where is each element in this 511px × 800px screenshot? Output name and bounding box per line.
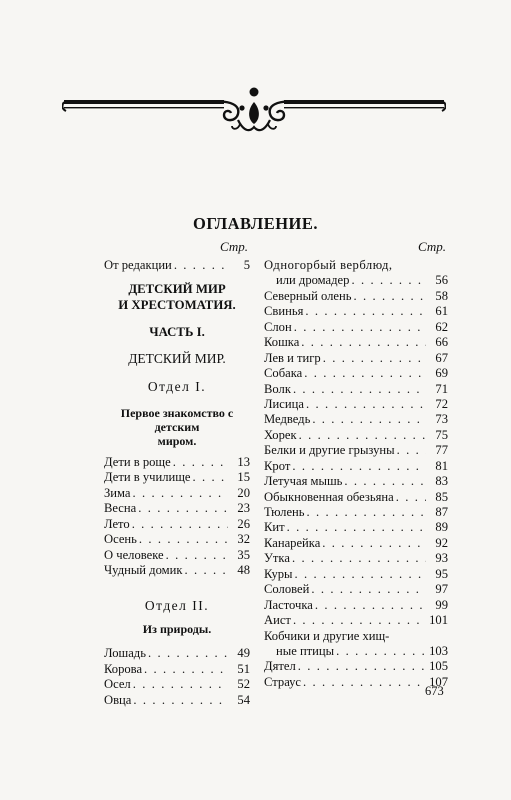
entry-leader-dots bbox=[306, 397, 426, 412]
entry-page: 62 bbox=[435, 319, 448, 334]
toc-entry bbox=[264, 428, 448, 443]
entry-page: 105 bbox=[429, 659, 448, 674]
toc-entry bbox=[264, 520, 448, 535]
entry-page: 61 bbox=[435, 304, 448, 319]
entry-page: 48 bbox=[237, 563, 250, 577]
entry-leader-dots bbox=[299, 428, 426, 443]
entry-title: Крот bbox=[264, 458, 291, 473]
entry-page: 101 bbox=[429, 613, 448, 628]
entry-page: 83 bbox=[435, 474, 448, 489]
decorative-ornament-icon bbox=[62, 80, 446, 140]
entry-page: 81 bbox=[435, 458, 448, 473]
entry-title: Собака bbox=[264, 366, 303, 381]
entry-leader-dots bbox=[292, 459, 426, 474]
entry-page: 23 bbox=[237, 501, 250, 516]
toc-entry bbox=[264, 412, 448, 427]
entry-leader-dots bbox=[293, 613, 426, 628]
entry-title: Лошадь bbox=[104, 646, 146, 661]
toc-entry bbox=[104, 563, 250, 578]
entry-page: 49 bbox=[237, 646, 250, 661]
entry-leader-dots bbox=[294, 320, 426, 335]
entry-title: Страус bbox=[264, 674, 302, 689]
entry-leader-dots bbox=[305, 304, 426, 319]
entry-leader-dots bbox=[292, 551, 426, 566]
entry-leader-dots bbox=[293, 382, 426, 397]
toc-entry-line: Кобчики и другие хищ- bbox=[264, 628, 390, 643]
entry-leader-dots bbox=[323, 351, 426, 366]
entry-leader-dots bbox=[144, 662, 228, 677]
entry-title: Слон bbox=[264, 319, 292, 334]
entry-leader-dots bbox=[312, 412, 426, 427]
entry-title: Лев и тигр bbox=[264, 350, 321, 365]
entry-title: Дети в роще bbox=[104, 454, 171, 469]
entry-page: 95 bbox=[435, 566, 448, 581]
toc-entry bbox=[264, 536, 448, 551]
page-title: ОГЛАВЛЕНИЕ. bbox=[192, 214, 319, 233]
toc-entry bbox=[104, 501, 250, 516]
toc-entry bbox=[104, 517, 250, 532]
dept2-entries bbox=[104, 646, 250, 708]
entry-page: 69 bbox=[435, 366, 448, 381]
toc-entry bbox=[264, 598, 448, 613]
entry-page: 75 bbox=[435, 427, 448, 442]
entry-title: Свинья bbox=[264, 304, 304, 319]
entry-leader-dots bbox=[133, 693, 228, 708]
toc-entry bbox=[104, 455, 250, 470]
toc-entry bbox=[104, 677, 250, 692]
dept1-entries bbox=[104, 455, 250, 579]
entry-title: Хорек bbox=[264, 427, 297, 442]
entry-page: 89 bbox=[435, 520, 448, 535]
entry-leader-dots bbox=[132, 517, 228, 532]
toc-entry: От редакции . . . 5 bbox=[104, 258, 250, 273]
entry-title: Канарейка bbox=[264, 535, 321, 550]
entry-title: Летучая мышь bbox=[264, 474, 343, 489]
entry-title: Ласточка bbox=[264, 597, 313, 612]
entry-page: 26 bbox=[237, 516, 250, 531]
entry-title: Медведь bbox=[264, 412, 311, 427]
entry-page: 77 bbox=[435, 443, 448, 458]
entry-leader-dots bbox=[295, 567, 426, 582]
entry-page: 67 bbox=[435, 350, 448, 365]
entry-leader-dots bbox=[133, 486, 228, 501]
page-label: Стр. bbox=[220, 239, 248, 254]
toc-entry bbox=[264, 351, 448, 366]
entry-title: Тюлень bbox=[264, 505, 305, 519]
entry-leader-dots bbox=[298, 659, 426, 674]
entry-title: Дятел bbox=[264, 659, 296, 674]
page-label-right: Стр. bbox=[418, 239, 446, 254]
entry-page: 52 bbox=[237, 677, 250, 692]
toc-entry bbox=[264, 659, 448, 674]
toc-left-column bbox=[104, 236, 250, 708]
right-entries-2 bbox=[264, 659, 448, 690]
dept1-title: Отдел I. bbox=[147, 378, 207, 394]
toc-entry bbox=[104, 486, 250, 501]
entry-page: 13 bbox=[237, 454, 250, 469]
entry-page: 66 bbox=[435, 335, 448, 350]
entry-page: 71 bbox=[435, 381, 448, 396]
entry-title: Зима bbox=[104, 485, 131, 500]
entry-page: 107 bbox=[429, 674, 448, 689]
dept2-subtitle: Из природы. bbox=[142, 622, 212, 637]
section-title: ДЕТСКИЙ МИР И ХРЕСТОМАТИЯ. bbox=[118, 282, 236, 312]
dept2-title: Отдел II. bbox=[144, 598, 210, 614]
entry-leader-dots bbox=[148, 646, 228, 661]
toc-entry bbox=[104, 693, 250, 708]
entry-page: 99 bbox=[435, 597, 448, 612]
entry-leader-dots bbox=[304, 366, 426, 381]
toc-entry bbox=[264, 443, 448, 458]
toc-right-column bbox=[264, 236, 448, 690]
entry-leader-dots bbox=[138, 501, 228, 516]
right-entries bbox=[264, 289, 448, 629]
page-number: 673 bbox=[425, 684, 444, 698]
entry-leader-dots bbox=[287, 520, 426, 535]
entry-title: Осень bbox=[104, 532, 137, 547]
entry-leader-dots bbox=[322, 536, 426, 551]
entry-title: Волк bbox=[264, 381, 291, 396]
entry-title: Дети в училище bbox=[104, 470, 191, 485]
entry-title: Овца bbox=[104, 692, 132, 707]
entry-title: Обыкновенная обезьяна bbox=[264, 489, 394, 504]
toc-entry bbox=[264, 304, 448, 319]
entry-leader-dots bbox=[173, 455, 228, 470]
dept1-subtitle: Первое знакомство с детским миром. bbox=[120, 405, 234, 448]
entry-leader-dots bbox=[303, 675, 426, 690]
toc-entry bbox=[104, 532, 250, 547]
entry-page: 51 bbox=[237, 661, 250, 676]
entry-page: 54 bbox=[237, 692, 250, 707]
toc-entry bbox=[264, 551, 448, 566]
entry-page: 15 bbox=[237, 470, 250, 485]
toc-entry bbox=[264, 397, 448, 412]
toc-entry bbox=[104, 646, 250, 661]
toc-entry bbox=[264, 474, 448, 489]
entry-title: Соловей bbox=[264, 582, 310, 597]
entry-leader-dots bbox=[315, 598, 426, 613]
toc-entry bbox=[264, 582, 448, 597]
entry-page: 72 bbox=[435, 396, 448, 411]
toc-entry bbox=[264, 613, 448, 628]
entry-page: 85 bbox=[435, 489, 448, 504]
entry-title: Лето bbox=[104, 516, 130, 531]
entry-leader-dots bbox=[397, 443, 426, 458]
entry-leader-dots bbox=[396, 490, 426, 505]
entry-page: 93 bbox=[435, 551, 448, 566]
entry-title: Осел bbox=[104, 677, 131, 692]
toc-entry bbox=[264, 335, 448, 350]
entry-page: 32 bbox=[237, 532, 250, 547]
entry-leader-dots bbox=[311, 582, 426, 597]
toc-entry bbox=[264, 505, 448, 520]
entry-page: 92 bbox=[435, 535, 448, 550]
toc-entry bbox=[104, 662, 250, 677]
entry-page: 35 bbox=[237, 547, 250, 562]
toc-entry bbox=[264, 320, 448, 335]
entry-title: Кошка bbox=[264, 335, 300, 350]
entry-title: Чудный домик bbox=[104, 563, 183, 577]
part-subtitle: ДЕТСКИЙ МИР. bbox=[128, 350, 226, 366]
entry-title: Лисица bbox=[264, 396, 304, 411]
toc-entry bbox=[264, 382, 448, 397]
entry-title: О человеке bbox=[104, 547, 164, 562]
entry-leader-dots bbox=[353, 289, 426, 304]
entry-title: Белки и другие грызуны bbox=[264, 443, 395, 458]
toc-entry-line: Одногорбый верблюд, bbox=[264, 258, 393, 272]
entry-leader-dots bbox=[193, 470, 228, 485]
toc-entry bbox=[264, 459, 448, 474]
entry-title: Куры bbox=[264, 566, 293, 581]
entry-title: Кит bbox=[264, 520, 285, 535]
entry-page: 73 bbox=[435, 412, 448, 427]
toc-entry bbox=[264, 675, 448, 690]
toc-entry bbox=[264, 490, 448, 505]
entry-page: 87 bbox=[435, 505, 448, 519]
toc-entry bbox=[264, 289, 448, 304]
entry-leader-dots bbox=[139, 532, 228, 547]
entry-page: 58 bbox=[435, 288, 448, 303]
entry-leader-dots bbox=[307, 505, 426, 520]
toc-entry bbox=[264, 567, 448, 582]
part-title: ЧАСТЬ I. bbox=[149, 325, 205, 340]
entry-title: Весна bbox=[104, 501, 137, 516]
toc-entry bbox=[104, 548, 250, 563]
entry-leader-dots bbox=[301, 335, 426, 350]
entry-page: 20 bbox=[237, 485, 250, 500]
entry-page: 97 bbox=[435, 582, 448, 597]
entry-leader-dots bbox=[344, 474, 426, 489]
toc-entry: ные птицы . . . 103 bbox=[264, 644, 448, 659]
entry-leader-dots bbox=[133, 677, 228, 692]
entry-title: Утка bbox=[264, 551, 290, 566]
toc-entry: или дромадер . . . 56 bbox=[264, 273, 448, 288]
toc-entry bbox=[264, 366, 448, 381]
entry-title: Корова bbox=[104, 661, 143, 676]
entry-leader-dots bbox=[184, 563, 228, 578]
entry-title: Северный олень bbox=[264, 288, 352, 303]
entry-title: Аист bbox=[264, 613, 291, 628]
toc-entry bbox=[104, 470, 250, 485]
entry-leader-dots bbox=[166, 548, 228, 563]
